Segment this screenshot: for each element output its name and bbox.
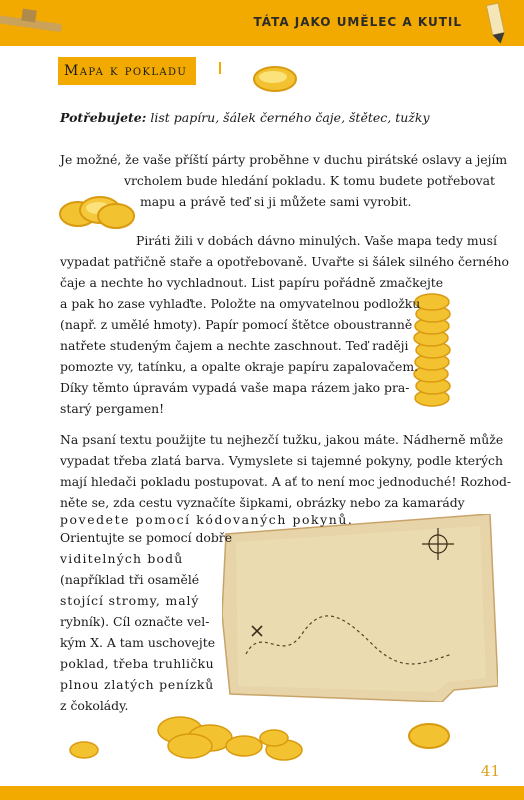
text-line: Je možné, že vaše příští párty proběhne v duchu pirátské oslavy a jejím bbox=[60, 152, 508, 167]
header-title: TÁTA JAKO UMĚLEC A KUTIL bbox=[253, 15, 462, 29]
text-line: něte se, zda cestu vyznačíte šipkami, obrázky nebo za kamarády bbox=[60, 495, 465, 510]
text-line: mají hledači pokladu postupovat. A ať to není moc jednoduché! Rozhod- bbox=[60, 474, 512, 489]
text-line: Orientujte se pomocí dobře bbox=[60, 530, 233, 545]
text-line: rybník). Cíl označte vel- bbox=[60, 614, 210, 629]
text-line: mapu a právě teď si ji můžete sami vyrobit. bbox=[140, 194, 412, 209]
needs-items: list papíru, šálek černého čaje, štětec, tužky bbox=[146, 110, 430, 125]
text-line: (například tři osamělé bbox=[60, 572, 200, 587]
text-line: kým X. A tam uschovejte bbox=[60, 635, 216, 650]
pencil-icon bbox=[482, 2, 510, 44]
text-line: starý pergamen! bbox=[60, 401, 165, 416]
footer-bar bbox=[0, 786, 524, 800]
text-line: Díky těmto úpravám vypadá vaše mapa rázem jako pra- bbox=[60, 380, 410, 395]
hammer-icon bbox=[0, 6, 72, 46]
coin-icon bbox=[404, 718, 454, 758]
text-line: Piráti žili v dobách dávno minulých. Vaše mapa tedy musí bbox=[136, 233, 497, 248]
text-line: a pak ho zase vyhlaďte. Položte na omyvatelnou podložku bbox=[60, 296, 421, 311]
needs-line bbox=[60, 110, 430, 125]
text-line: natřete studeným čajem a nechte zaschnout. Teď raději bbox=[60, 338, 409, 353]
section-title: Mapa k pokladu bbox=[64, 63, 188, 79]
section-title-box bbox=[58, 57, 196, 85]
coin-pile-icon bbox=[60, 706, 310, 766]
text-line: povedete pomocí kódovaných pokynů. bbox=[60, 512, 354, 527]
coin-icon bbox=[252, 64, 298, 94]
coin-stack-icon bbox=[58, 192, 138, 232]
text-line: pomozte vy, tatínku, a opalte okraje papíru zapalovačem. bbox=[60, 359, 419, 374]
text-line: z čokolády. bbox=[60, 698, 129, 713]
text-line: vrcholem bude hledání pokladu. K tomu budete potřebovat bbox=[124, 173, 496, 188]
page-number: 41 bbox=[480, 762, 500, 780]
text-line: viditelných bodů bbox=[60, 551, 184, 566]
text-line: čaje a nechte ho vychladnout. List papíru pořádně zmačkejte bbox=[60, 275, 444, 290]
text-line: (např. z umělé hmoty). Papír pomocí štětce oboustranně bbox=[60, 317, 413, 332]
text-line: vypadat třeba zlatá barva. Vymyslete si tajemné pokyny, podle kterých bbox=[60, 453, 503, 468]
text-line: vypadat patřičně staře a opotřebovaně. Uvařte si šálek silného černého bbox=[60, 254, 509, 269]
treasure-map-image bbox=[222, 514, 498, 702]
decorative-tick bbox=[219, 62, 221, 74]
text-line: poklad, třeba truhličku bbox=[60, 656, 214, 671]
header-bar bbox=[0, 0, 524, 46]
text-line: Na psaní textu použijte tu nejhezčí tužku, jakou máte. Nádherně může bbox=[60, 432, 504, 447]
needs-label: Potřebujete: bbox=[60, 110, 147, 125]
text-line: stojící stromy, malý bbox=[60, 593, 200, 608]
text-line: plnou zlatých penízků bbox=[60, 677, 214, 692]
